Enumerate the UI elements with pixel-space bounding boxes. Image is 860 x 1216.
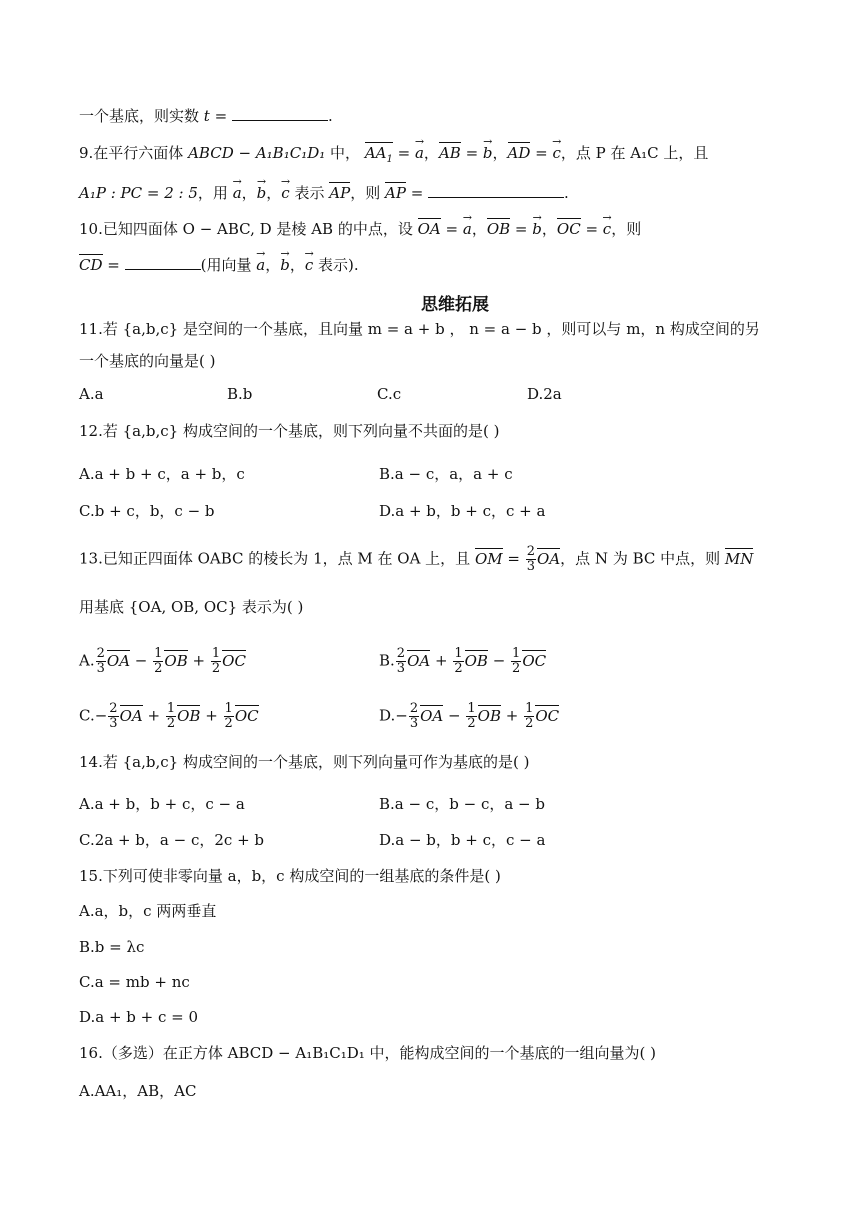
option-d[interactable]: D.a − b，b + c，c − a <box>379 831 546 849</box>
question-9-line-1: 9.在平行六面体 ABCD − A₁B₁C₁D₁ 中， $AA_1$ = → a，AB = → b，AD = → c，点 P 在 A₁C 上，且 <box>79 143 708 170</box>
question-11-line-2: 一个基底的向量是( ) <box>79 352 216 370</box>
option-b[interactable]: B.b <box>227 385 253 403</box>
question-16-stem: 16.（多选）在正方体 ABCD − A₁B₁C₁D₁ 中，能构成空间的一个基底的一组向量为( ) <box>79 1044 657 1062</box>
option-a[interactable]: A.a <box>79 385 104 403</box>
question-12-stem: 12.若 {a,b,c} 构成空间的一个基底，则下列向量不共面的是( ) <box>79 422 500 440</box>
answer-blank[interactable] <box>428 197 564 198</box>
question-11-line-1: 11.若 {a,b,c} 是空间的一个基底，且向量 m = a + b ， n = a − b ，则可以与 m，n 构成空间的另 <box>79 320 760 338</box>
option-a[interactable]: A. $\frac{2}{3}$ OA − $\frac{1}{2}$ OB + $\frac{1}{2}$ OC <box>79 646 246 676</box>
section-heading: 思维拓展 <box>421 295 489 315</box>
q8-tail: 一个基底，则实数 t = . <box>79 107 333 125</box>
option-a[interactable]: A.AA₁，AB，AC <box>79 1082 197 1100</box>
option-d[interactable]: D.a + b，b + c，c + a <box>379 502 546 520</box>
option-a[interactable]: A.a + b，b + c，c − a <box>79 795 245 813</box>
option-c[interactable]: C.2a + b，a − c，2c + b <box>79 831 265 849</box>
question-10-line-1: 10.已知四面体 O − ABC, D 是棱 AB 的中点，设 OA = → a，OB = → b，OC = → c，则 <box>79 219 641 239</box>
option-c[interactable]: C.a = mb + nc <box>79 973 190 991</box>
option-a[interactable]: A.a + b + c，a + b，c <box>79 465 245 483</box>
answer-blank[interactable] <box>125 269 201 270</box>
option-b[interactable]: B. $\frac{2}{3}$ OA + $\frac{1}{2}$ OB − $\frac{1}{2}$ OC <box>379 646 547 676</box>
option-a[interactable]: A.a，b，c 两两垂直 <box>79 902 217 920</box>
option-b[interactable]: B.a − c，b − c，a − b <box>379 795 545 813</box>
question-10-line-2: CD = (用向量 → a，→ b，→ c 表示). <box>79 255 359 275</box>
answer-blank[interactable] <box>232 120 328 121</box>
question-9-line-2: A₁P : PC = 2 : 5，用 → a，→ b，→ c 表示 AP，则 AP = . <box>79 183 569 203</box>
question-13-line-1: 13.已知正四面体 OABC 的棱长为 1，点 M 在 OA 上，且 OM = $\frac{2}{3}$ OA，点 N 为 BC 中点，则 MN <box>79 544 754 574</box>
option-d[interactable]: D.− $\frac{2}{3}$ OA − $\frac{1}{2}$ OB + $\frac{1}{2}$ OC <box>379 701 560 731</box>
option-c[interactable]: C.c <box>377 385 402 403</box>
option-c[interactable]: C.b + c，b，c − b <box>79 502 215 520</box>
option-c[interactable]: C.− $\frac{2}{3}$ OA + $\frac{1}{2}$ OB + $\frac{1}{2}$ OC <box>79 701 259 731</box>
option-b[interactable]: B.a − c，a，a + c <box>379 465 513 483</box>
option-d[interactable]: D.2a <box>527 385 562 403</box>
option-b[interactable]: B.b = λc <box>79 938 145 956</box>
question-13-line-2: 用基底 {OA, OB, OC} 表示为( ) <box>79 598 304 616</box>
option-d[interactable]: D.a + b + c = 0 <box>79 1008 199 1026</box>
question-14-stem: 14.若 {a,b,c} 构成空间的一个基底，则下列向量可作为基底的是( ) <box>79 753 530 771</box>
question-15-stem: 15.下列可使非零向量 a，b，c 构成空间的一组基底的条件是( ) <box>79 867 501 885</box>
